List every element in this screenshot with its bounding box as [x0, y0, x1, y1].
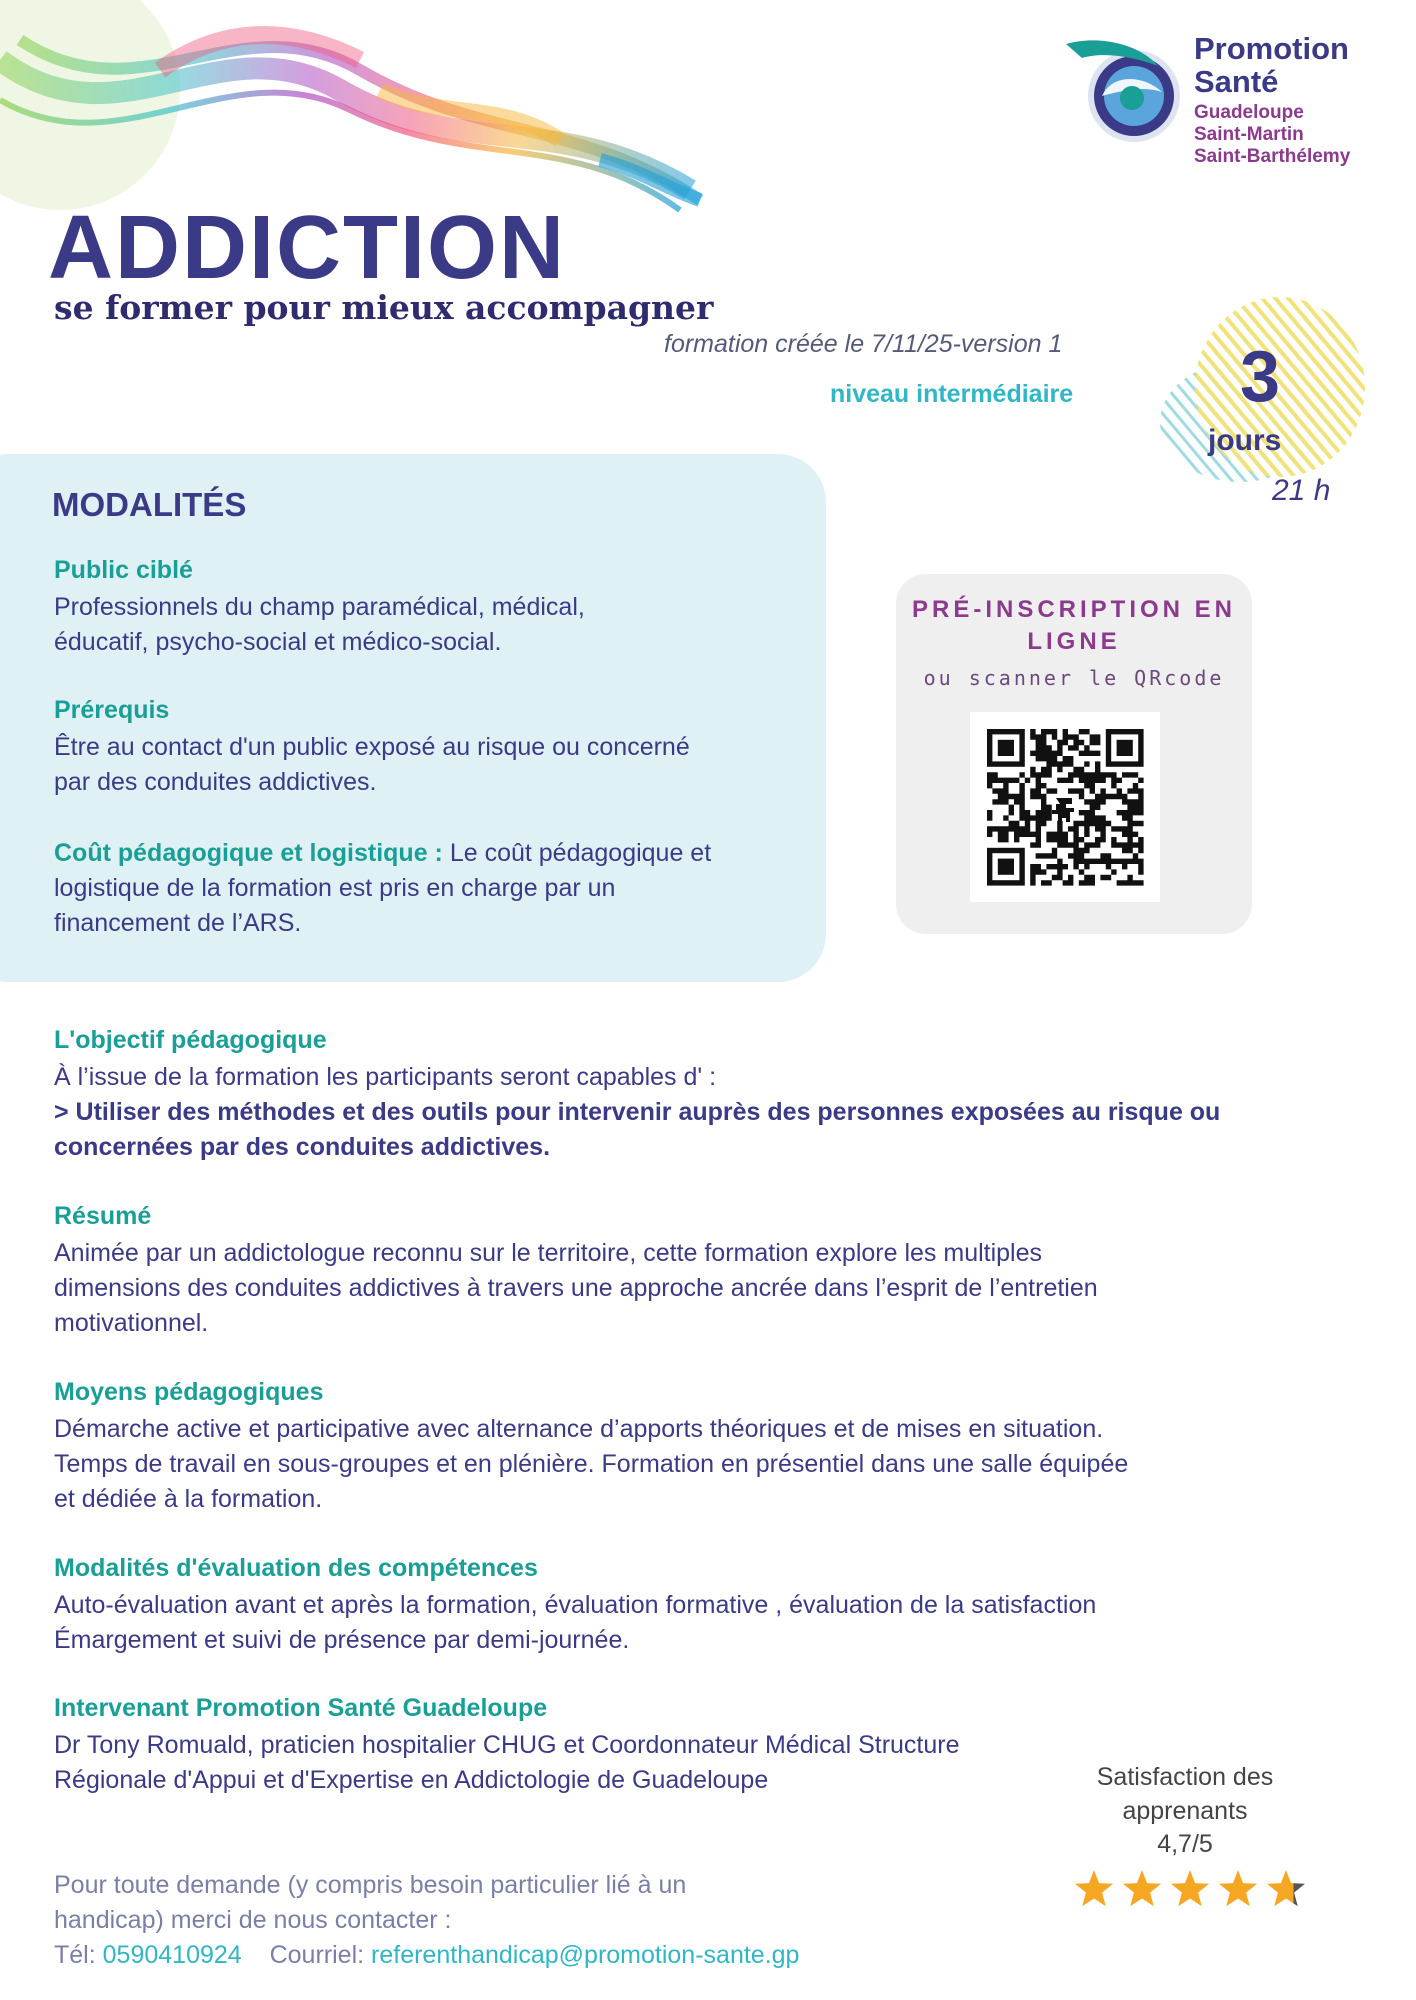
mail-link[interactable]: referenthandicap@promotion-sante.gp	[371, 1941, 800, 1969]
prereq-heading: Prérequis	[54, 696, 170, 724]
cost-text: Coût pédagogique et logistique : Le coût pédagogique et logistique de la formation est pris en charge par un financement de l’ARS.	[54, 839, 712, 937]
dino-icon	[1052, 798, 1074, 822]
satisfaction-score: 4,7/5	[1157, 1830, 1213, 1858]
tel-label: Tél:	[54, 1941, 96, 1969]
modalites-heading: MODALITÉS	[52, 486, 247, 523]
registration-subtitle: ou scanner le QRcode	[923, 666, 1225, 690]
star-icon	[1171, 1870, 1209, 1906]
satisfaction-label: Satisfaction des apprenants	[1096, 1763, 1274, 1825]
duration-days-number: 3	[1240, 337, 1281, 417]
level-label: niveau intermédiaire	[830, 380, 1074, 408]
satisfaction-stars	[1074, 1868, 1314, 1912]
qr-finder-pattern	[987, 729, 1025, 767]
resume-heading: Résumé	[54, 1202, 152, 1230]
cost-heading: Coût pédagogique et logistique :	[54, 839, 443, 867]
duration-days-label: jours	[1208, 424, 1282, 457]
contact-line-1: Pour toute demande (y compris besoin particulier lié à un	[54, 1871, 687, 1899]
intervenant-text: Dr Tony Romuald, praticien hospitalier CHUG et Coordonnateur Médical Structure Régionale d'Appui et d'Expertise en Addictologie de Guadeloupe	[54, 1731, 960, 1794]
objectif-heading: L'objectif pédagogique	[54, 1026, 327, 1054]
page-subtitle: se former pour mieux accompagner	[54, 288, 714, 327]
qr-code[interactable]	[970, 712, 1160, 902]
public-heading: Public ciblé	[54, 556, 193, 584]
registration-title[interactable]: PRÉ-INSCRIPTION EN LIGNE	[911, 596, 1237, 655]
contact-line-3	[54, 1938, 799, 1973]
qr-finder-pattern	[1106, 729, 1144, 767]
resume-text: Animée par un addictologue reconnu sur le territoire, cette formation explore les multiples dimensions des conduites addictives à travers une approche ancrée dans l’esprit de l’entretien motivationnel.	[54, 1239, 1098, 1337]
logo-sub-saint-martin: Saint-Martin	[1194, 124, 1304, 145]
contact-line-2: handicap) merci de nous contacter :	[54, 1906, 452, 1934]
star-icon	[1123, 1870, 1161, 1906]
page-title: ADDICTION	[48, 198, 566, 298]
moyens-text: Démarche active et participative avec alternance d’apports théoriques et de mises en situation. Temps de travail en sous-groupes et en plénière. Formation en présentiel dans une salle équipée et dédiée à la formation.	[54, 1415, 1129, 1513]
public-text: Professionnels du champ paramédical, médical, éducatif, psycho-social et médico-social.	[54, 593, 585, 656]
version-note: formation créée le 7/11/25-version 1	[664, 330, 1063, 358]
logo-title: Promotion Santé	[1194, 31, 1349, 99]
intervenant-heading: Intervenant Promotion Santé Guadeloupe	[54, 1694, 548, 1722]
prereq-text: Être au contact d'un public exposé au risque ou concerné par des conduites addictives.	[54, 733, 690, 796]
promotion-sante-logo	[1062, 34, 1192, 146]
moyens-heading: Moyens pédagogiques	[54, 1378, 324, 1406]
star-icon	[1219, 1870, 1257, 1906]
tel-link[interactable]: 0590410924	[102, 1941, 242, 1969]
duration-hours: 21 h	[1272, 474, 1331, 507]
mail-label: Courriel:	[269, 1941, 365, 1969]
qr-finder-pattern	[987, 848, 1025, 886]
logo-sub-saint-barthelemy: Saint-Barthélemy	[1194, 146, 1351, 167]
evaluation-text: Auto-évaluation avant et après la formation, évaluation formative , évaluation de la satisfaction Émargement et suivi de présence par demi-journée.	[54, 1591, 1097, 1654]
evaluation-heading: Modalités d'évaluation des compétences	[54, 1554, 538, 1582]
objectif-text: À l’issue de la formation les participants seront capables d' : > Utiliser des méthodes et des outils pour intervenir auprès des personnes exposées au risque ou concernées par des conduites addictives.	[54, 1063, 1221, 1161]
star-icon	[1267, 1870, 1305, 1906]
logo-sub-guadeloupe: Guadeloupe	[1194, 102, 1304, 123]
star-icon	[1075, 1870, 1113, 1906]
